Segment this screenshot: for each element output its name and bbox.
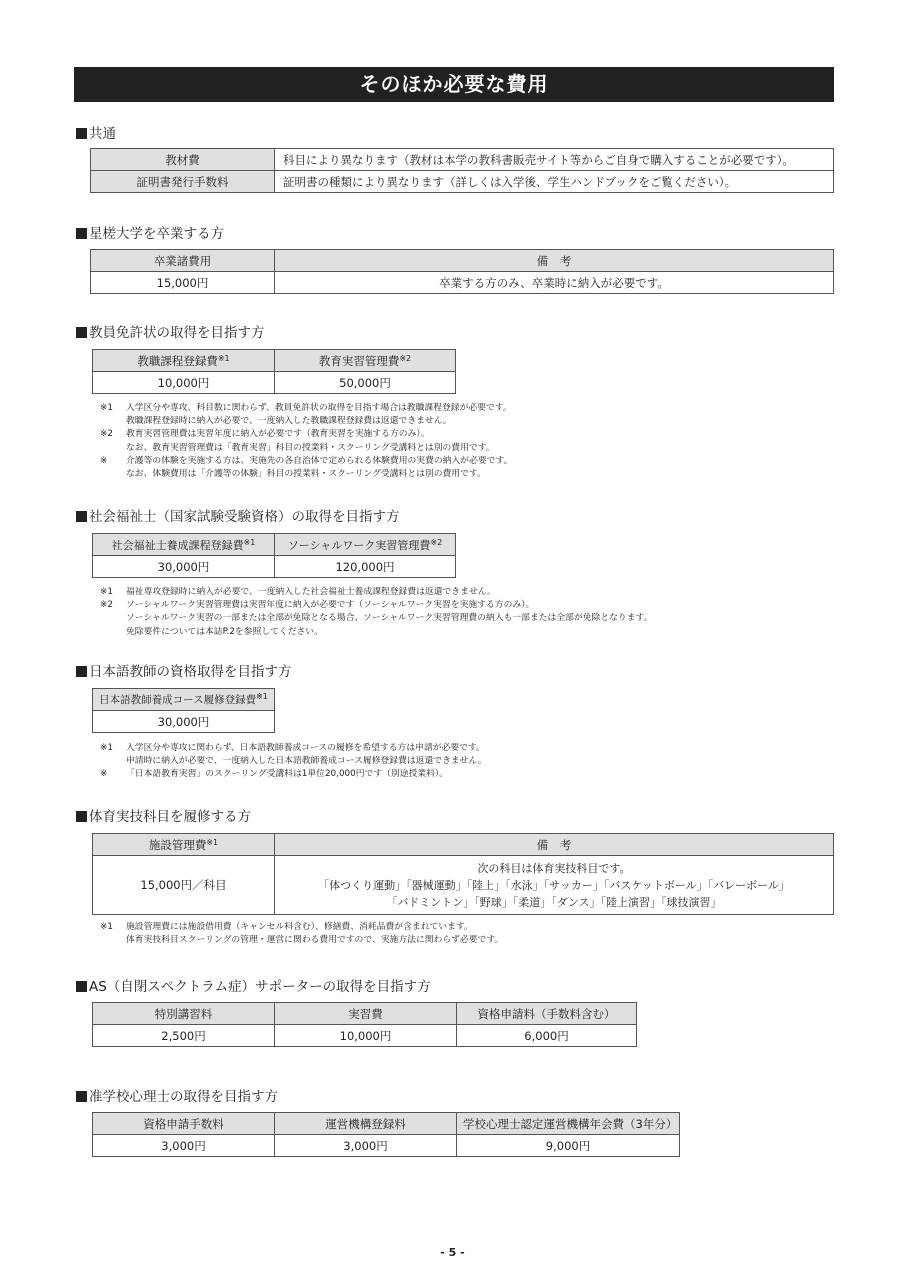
section-heading-as bbox=[76, 975, 431, 995]
table-header: 卒業諸費用 bbox=[91, 250, 275, 272]
table-cell bbox=[275, 856, 834, 915]
table-header: 学校心理士認定運営機構年会費（3年分） bbox=[457, 1113, 680, 1135]
text-span: ※2 bbox=[100, 429, 113, 440]
text-span: 体育実技科目スクーリングの管理・運営に関わる費用ですので、実施方法に関わらず必要です。 bbox=[126, 935, 504, 946]
table-header: 備 考 bbox=[275, 250, 834, 272]
table-header: 備 考 bbox=[275, 834, 834, 856]
table-header: 実習費 bbox=[275, 1003, 457, 1025]
table-row bbox=[93, 711, 275, 733]
table-header-row bbox=[93, 1113, 680, 1135]
table-body bbox=[93, 350, 456, 394]
text-span: 施設管理費には施設借用費（キャンセル料含む）、修繕費、消耗品費が含まれています。 bbox=[126, 922, 473, 932]
text-span: AS（自閉スペクトラム症）サポーターの取得を目指す方 bbox=[89, 979, 431, 995]
note-line bbox=[100, 755, 487, 768]
table-cell: 3,000円 bbox=[275, 1135, 457, 1157]
table-header bbox=[93, 834, 275, 856]
table-header bbox=[275, 350, 456, 372]
text-span bbox=[100, 442, 126, 455]
text-span bbox=[100, 468, 126, 481]
table-header bbox=[275, 534, 456, 556]
pe-fees-table bbox=[92, 833, 834, 915]
note-line bbox=[100, 455, 512, 468]
table-cell: 15,000円／科目 bbox=[93, 856, 275, 915]
text-span bbox=[100, 755, 126, 768]
page-title: そのほか必要な費用 bbox=[74, 67, 834, 102]
text-span: ※1 bbox=[100, 587, 113, 597]
text-span bbox=[100, 626, 126, 639]
footnote-mark: ※1 bbox=[243, 537, 256, 547]
text-span: 社会福祉士（国家試験受験資格）の取得を目指す方 bbox=[89, 509, 400, 525]
text-span: 体育実技科目を履修する方 bbox=[89, 809, 251, 825]
remark-line: 次の科目は体育実技科目です。 bbox=[477, 861, 631, 875]
text-span: 施設管理費 bbox=[148, 837, 207, 852]
note-line bbox=[100, 768, 487, 781]
social-notes bbox=[100, 586, 652, 639]
note-line bbox=[100, 626, 652, 639]
table-header-row bbox=[93, 350, 456, 372]
graduate-fees-table bbox=[90, 249, 834, 294]
table-cell: 10,000円 bbox=[93, 372, 275, 394]
note-line bbox=[100, 468, 512, 481]
note-line bbox=[100, 921, 503, 934]
table-row bbox=[91, 272, 834, 294]
text-span bbox=[100, 934, 126, 947]
text-span: ソーシャルワーク実習管理費 bbox=[287, 538, 431, 552]
table-header-row bbox=[91, 250, 834, 272]
text-span: 教育実習管理費 bbox=[318, 353, 400, 368]
table-cell: 証明書の種類により異なります（詳しくは入学後、学生ハンドブックをご覧ください）。 bbox=[275, 171, 834, 193]
page-number: - 5 - bbox=[440, 1246, 465, 1259]
table-cell: 3,000円 bbox=[93, 1135, 275, 1157]
section-heading-psych bbox=[76, 1085, 278, 1105]
note-line bbox=[100, 599, 652, 612]
text-span: 教職課程登録費 bbox=[137, 353, 218, 368]
text-span: 星槎大学を卒業する方 bbox=[89, 226, 224, 242]
text-span: 日本語教師養成コース履修登録費 bbox=[99, 694, 257, 706]
bullet-square-icon bbox=[76, 128, 87, 139]
table-header: 特別講習料 bbox=[93, 1003, 275, 1025]
table-body bbox=[93, 834, 834, 915]
text-span: 免除要件については本誌P.2を参照してください。 bbox=[126, 626, 323, 637]
footnote-mark: ※2 bbox=[399, 353, 412, 363]
text-span: 介護等の体験を実施する方は、実施先の各自治体で定められる体験費用の実費の納入が必要です。 bbox=[126, 455, 513, 466]
psych-fees-table bbox=[92, 1112, 680, 1157]
section-heading-common bbox=[76, 122, 116, 142]
table-body bbox=[93, 1003, 637, 1047]
bullet-square-icon bbox=[76, 228, 87, 239]
table-cell: 科目により異なります（教材は本学の教科書販売サイト等からご自身で購入することが必要です）。 bbox=[275, 149, 834, 171]
table-row bbox=[93, 556, 456, 578]
text-span: ※ bbox=[100, 455, 108, 466]
table-row bbox=[93, 372, 456, 394]
table-header-row bbox=[93, 1003, 637, 1025]
text-span: なお、体験費用は「介護等の体験」科目の授業料・スクーリング受講料とは別の費用です。 bbox=[126, 469, 486, 480]
remark-line: 「体つくり運動」「器械運動」「陸上」「水泳」「サッカー」「バスケットボール」「バレーボール」 bbox=[318, 878, 790, 892]
social-fees-table bbox=[92, 533, 456, 578]
section-heading-teacher bbox=[76, 321, 265, 341]
text-span: 教員免許状の取得を目指す方 bbox=[89, 325, 265, 341]
text-span: ※1 bbox=[100, 743, 113, 753]
note-line bbox=[100, 586, 652, 599]
text-span: ソーシャルワーク実習管理費は実習年度に納入が必要です（ソーシャルワーク実習を実施する方のみ）。 bbox=[126, 600, 535, 611]
note-line bbox=[100, 442, 512, 455]
table-row bbox=[93, 856, 834, 915]
text-span: 准学校心理士の取得を目指す方 bbox=[89, 1089, 278, 1105]
as-fees-table bbox=[92, 1002, 637, 1047]
bullet-square-icon bbox=[76, 1091, 87, 1102]
note-line bbox=[100, 742, 487, 755]
table-header: 資格申請手数料 bbox=[93, 1113, 275, 1135]
table-body bbox=[91, 250, 834, 294]
text-span: なお、教育実習管理費は「教育実習」科目の授業料・スクーリング受講料とは別の費用です。 bbox=[126, 442, 495, 453]
table-body bbox=[91, 149, 834, 193]
table-row bbox=[91, 171, 834, 193]
table-cell: 30,000円 bbox=[93, 711, 275, 733]
table-header: 資格申請料（手数料含む） bbox=[457, 1003, 637, 1025]
table-label-cell: 教材費 bbox=[91, 149, 275, 171]
pe-notes bbox=[100, 921, 503, 947]
table-row bbox=[93, 1025, 637, 1047]
teacher-fees-table bbox=[92, 349, 456, 394]
bullet-square-icon bbox=[76, 327, 87, 338]
table-cell: 15,000円 bbox=[91, 272, 275, 294]
note-line bbox=[100, 934, 503, 947]
table-header-row bbox=[93, 689, 275, 711]
text-span: 共通 bbox=[89, 126, 116, 142]
table-header bbox=[93, 350, 275, 372]
text-span bbox=[100, 612, 126, 625]
text-span: 教職課程登録時に納入が必要で、一度納入した教職課程登録費は返還できません。 bbox=[126, 416, 452, 427]
bullet-square-icon bbox=[76, 981, 87, 992]
common-fees-table bbox=[90, 148, 834, 193]
note-line bbox=[100, 402, 512, 415]
text-span: ※1 bbox=[100, 922, 113, 932]
section-heading-social bbox=[76, 505, 400, 525]
text-span: 申請時に納入が必要で、一度納入した日本語教師養成コース履修登録費は返還できません。 bbox=[126, 756, 487, 767]
note-line bbox=[100, 612, 652, 625]
text-span: 日本語教師の資格取得を目指す方 bbox=[89, 664, 292, 680]
text-span: ソーシャルワーク実習の一部または全部が免除となる場合、ソーシャルワーク実習管理費の納入も一部または全部が免除となります。 bbox=[126, 613, 653, 624]
teacher-notes bbox=[100, 402, 512, 481]
footnote-mark: ※1 bbox=[217, 353, 230, 363]
bullet-square-icon bbox=[76, 811, 87, 822]
japanese-fees-table bbox=[92, 688, 275, 733]
text-span: 入学区分や専攻に関わらず、日本語教師養成コースの履修を希望する方は申請が必要です。 bbox=[126, 743, 485, 753]
text-span: 入学区分や専攻、科目数に関わらず、教員免許状の取得を目指す場合は教職課程登録が必要です。 bbox=[126, 403, 512, 413]
table-row bbox=[91, 149, 834, 171]
note-line bbox=[100, 415, 512, 428]
footnote-mark: ※1 bbox=[206, 837, 219, 847]
section-heading-japanese bbox=[76, 660, 292, 680]
text-span bbox=[100, 415, 126, 428]
table-header: 運営機構登録料 bbox=[275, 1113, 457, 1135]
table-cell: 卒業する方のみ、卒業時に納入が必要です。 bbox=[275, 272, 834, 294]
section-heading-pe bbox=[76, 805, 251, 825]
japanese-notes bbox=[100, 742, 487, 782]
table-body bbox=[93, 1113, 680, 1157]
table-header bbox=[93, 534, 275, 556]
section-heading-graduate bbox=[76, 222, 224, 242]
text-span: ※1 bbox=[100, 403, 113, 413]
table-label-cell: 証明書発行手数料 bbox=[91, 171, 275, 193]
table-row bbox=[93, 1135, 680, 1157]
table-cell: 10,000円 bbox=[275, 1025, 457, 1047]
table-header-row bbox=[93, 834, 834, 856]
note-line bbox=[100, 428, 512, 441]
text-span: 教育実習管理費は実習年度に納入が必要です（教育実習を実施する方のみ）。 bbox=[126, 429, 430, 440]
table-cell: 6,000円 bbox=[457, 1025, 637, 1047]
text-span: 「日本語教育実習」のスクーリング受講料は1単位20,000円です（別途授業料）。 bbox=[126, 769, 449, 780]
table-header bbox=[93, 689, 275, 711]
table-cell: 9,000円 bbox=[457, 1135, 680, 1157]
remark-line: 「バドミントン」「野球」「柔道」「ダンス」「陸上演習」「球技演習」 bbox=[386, 895, 722, 909]
bullet-square-icon bbox=[76, 511, 87, 522]
footnote-mark: ※1 bbox=[256, 692, 268, 701]
bullet-square-icon bbox=[76, 666, 87, 677]
text-span: 福祉専攻登録時に納入が必要で、一度納入した社会福祉士養成課程登録費は返還できません。 bbox=[126, 587, 496, 597]
table-cell: 50,000円 bbox=[275, 372, 456, 394]
table-cell: 30,000円 bbox=[93, 556, 275, 578]
table-body bbox=[93, 689, 275, 733]
table-body bbox=[93, 534, 456, 578]
table-cell: 2,500円 bbox=[93, 1025, 275, 1047]
text-span: ※ bbox=[100, 769, 108, 780]
text-span: 社会福祉士養成課程登録費 bbox=[111, 538, 244, 552]
table-cell: 120,000円 bbox=[275, 556, 456, 578]
text-span: ※2 bbox=[100, 600, 113, 611]
table-header-row bbox=[93, 534, 456, 556]
footnote-mark: ※2 bbox=[430, 537, 443, 547]
